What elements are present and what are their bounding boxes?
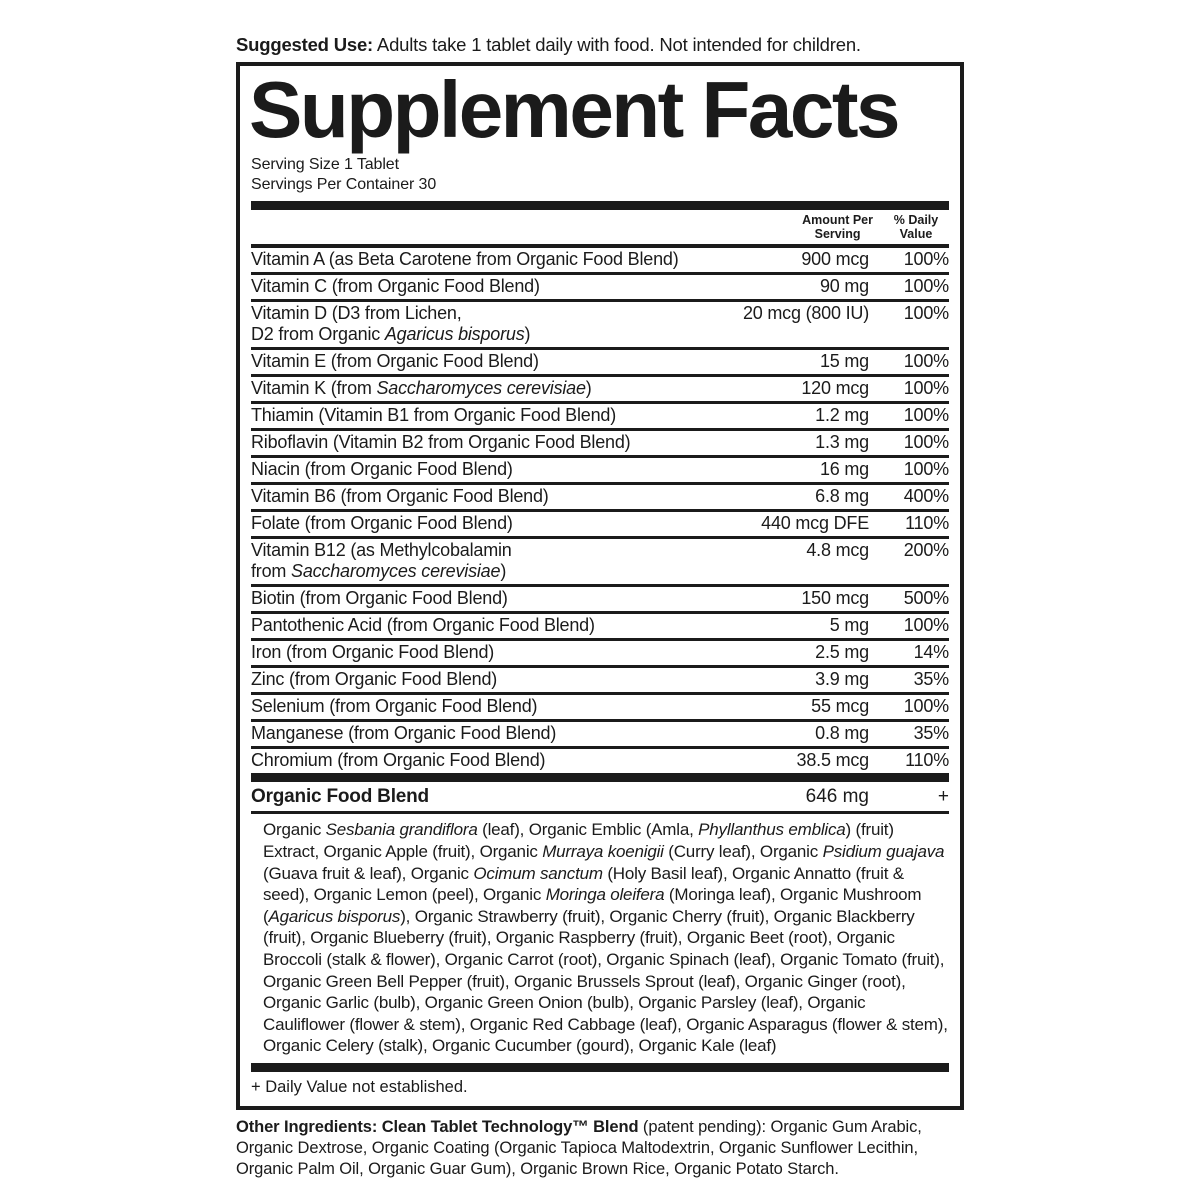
nutrient-name-line xyxy=(251,642,729,663)
nutrient-name xyxy=(251,615,729,636)
daily-value-header xyxy=(883,214,949,241)
panel-title: Supplement Facts xyxy=(249,65,899,154)
suggested-use-text: Adults take 1 tablet daily with food. Not intended for children. xyxy=(373,34,861,55)
text-segment: Biotin (from Organic Food Blend) xyxy=(251,588,508,609)
nutrient-name xyxy=(251,540,729,582)
nutrient-name xyxy=(251,669,729,690)
nutrient-daily-value: 100% xyxy=(903,459,949,480)
table-row xyxy=(251,611,949,638)
text-segment: Thiamin (Vitamin B1 from Organic Food Blend) xyxy=(251,405,617,426)
table-row xyxy=(251,746,949,773)
nutrient-name-line xyxy=(251,561,729,582)
nutrient-daily-value: 100% xyxy=(903,378,949,399)
text-segment: Vitamin K (from xyxy=(251,378,377,399)
nutrient-daily-value: 100% xyxy=(903,276,949,297)
amount-header-line1: Amount Per xyxy=(802,213,873,228)
nutrient-daily-value: 100% xyxy=(903,696,949,717)
nutrient-amount: 38.5 mcg xyxy=(796,750,869,771)
nutrient-daily-value: 500% xyxy=(903,588,949,609)
nutrient-amount: 6.8 mg xyxy=(815,486,869,507)
species-name-italic: Phyllanthus emblica xyxy=(698,820,846,840)
amount-per-serving-header xyxy=(802,214,873,241)
text-segment: ), Organic Strawberry (fruit), Organic Cherry (fruit), Organic Blackberry (fruit), Organic Blueberry (fruit), Organic Raspberry (fruit), Organic Beet (root), Organic Broccoli (stalk & flower), Organic Carrot (root), Organic Spinach (leaf), Organic Tomato (fruit), Organic Green Bell Pepper (fruit), Organic Brussels Sprout (leaf), Organic Ginger (root), Organic Garlic (bulb), Organic Green Onion (bulb), Organic Parsley (leaf), Organic Cauliflower (flower & stem), Organic Red Cabbage (leaf), Organic Asparagus (flower & stem), Organic Celery (stalk), Organic Cucumber (gourd), Organic Kale (leaf) xyxy=(263,906,948,1056)
nutrient-name-line xyxy=(251,351,729,372)
nutrient-name xyxy=(251,249,729,270)
table-row xyxy=(251,248,949,272)
text-segment: Vitamin C (from Organic Food Blend) xyxy=(251,276,540,297)
nutrient-daily-value: 35% xyxy=(913,669,949,690)
nutrient-name-line xyxy=(251,540,729,561)
table-row xyxy=(251,536,949,584)
nutrient-name xyxy=(251,378,729,399)
table-row xyxy=(251,638,949,665)
nutrient-name xyxy=(251,486,729,507)
divider-top-thick xyxy=(251,201,949,210)
nutrient-name-line xyxy=(251,696,729,717)
supplement-label-page xyxy=(236,0,964,1179)
text-segment: Selenium (from Organic Food Blend) xyxy=(251,696,538,717)
species-name-italic: Sesbania grandiflora xyxy=(325,820,478,840)
nutrient-name-line xyxy=(251,723,729,744)
text-segment: Pantothenic Acid (from Organic Food Blend) xyxy=(251,615,595,636)
nutrient-amount: 15 mg xyxy=(819,351,869,372)
nutrient-name-line xyxy=(251,513,729,534)
table-row xyxy=(251,455,949,482)
nutrient-daily-value: 100% xyxy=(903,432,949,453)
table-row xyxy=(251,509,949,536)
nutrient-daily-value: 100% xyxy=(903,405,949,426)
text-segment: ) xyxy=(585,378,592,399)
text-segment: Folate (from Organic Food Blend) xyxy=(251,513,513,534)
nutrient-name xyxy=(251,459,729,480)
text-segment: (Holy Basil leaf), Organic Annatto (fruit & seed), Organic Lemon (peel), Organic xyxy=(263,863,904,905)
suggested-use-label: Suggested Use: xyxy=(236,34,374,55)
text-segment: Organic xyxy=(263,820,326,840)
text-segment: ) xyxy=(524,324,531,345)
text-segment: ) (fruit) Extract, Organic Apple (fruit), Organic xyxy=(263,820,894,861)
text-segment: Vitamin B6 (from Organic Food Blend) xyxy=(251,486,549,507)
text-segment: Vitamin A (as Beta Carotene from Organic Food Blend) xyxy=(251,249,679,270)
divider-blend-top xyxy=(251,773,949,782)
nutrient-daily-value: 35% xyxy=(913,723,949,744)
nutrient-name xyxy=(251,642,729,663)
nutrient-amount: 150 mcg xyxy=(801,588,869,609)
text-segment: (Curry leaf), Organic xyxy=(663,841,823,861)
nutrient-amount: 900 mcg xyxy=(801,249,869,270)
nutrient-amount: 120 mcg xyxy=(801,378,869,399)
table-row xyxy=(251,692,949,719)
nutrient-amount: 3.9 mg xyxy=(815,669,869,690)
nutrient-name-line xyxy=(251,249,729,270)
nutrient-name xyxy=(251,351,729,372)
divider-footnote-top xyxy=(251,1063,949,1072)
text-segment: (Guava fruit & leaf), Organic xyxy=(263,863,474,883)
nutrient-amount: 440 mcg DFE xyxy=(761,513,869,534)
nutrient-amount: 90 mg xyxy=(819,276,869,297)
table-row xyxy=(251,374,949,401)
nutrient-name xyxy=(251,303,729,345)
nutrient-amount: 1.2 mg xyxy=(815,405,869,426)
nutrient-amount: 16 mg xyxy=(819,459,869,480)
nutrient-name-line xyxy=(251,276,729,297)
text-segment: D2 from Organic xyxy=(251,324,385,345)
nutrient-name xyxy=(251,750,729,771)
text-segment: Vitamin B12 (as Methylcobalamin xyxy=(251,540,512,561)
nutrient-name xyxy=(251,723,729,744)
nutrient-name-line xyxy=(251,615,729,636)
text-segment: (Moringa leaf), Organic Mushroom ( xyxy=(263,885,922,926)
nutrient-amount: 20 mcg (800 IU) xyxy=(742,303,869,324)
supplement-facts-panel xyxy=(236,62,964,1110)
nutrient-daily-value: 100% xyxy=(903,615,949,636)
nutrient-daily-value: 100% xyxy=(903,303,949,324)
nutrient-amount: 2.5 mg xyxy=(815,642,869,663)
nutrient-name-line xyxy=(251,432,729,453)
nutrient-name-line xyxy=(251,405,729,426)
table-row xyxy=(251,665,949,692)
nutrient-name xyxy=(251,432,729,453)
species-name-italic: Saccharomyces cerevisiae xyxy=(291,561,501,582)
servings-per-container: Servings Per Container 30 xyxy=(251,175,437,193)
nutrient-name-line xyxy=(251,669,729,690)
nutrient-amount: 1.3 mg xyxy=(815,432,869,453)
text-segment: Iron (from Organic Food Blend) xyxy=(251,642,495,663)
facts-rows xyxy=(251,248,949,773)
other-ingredients xyxy=(236,1117,964,1179)
text-segment: Chromium (from Organic Food Blend) xyxy=(251,750,546,771)
nutrient-name xyxy=(251,513,729,534)
nutrient-name-line xyxy=(251,459,729,480)
text-segment: Zinc (from Organic Food Blend) xyxy=(251,669,498,690)
amount-header-line2: Serving xyxy=(814,226,861,241)
nutrient-amount: 4.8 mcg xyxy=(806,540,869,561)
text-segment: Vitamin D (D3 from Lichen, xyxy=(251,303,462,324)
dv-header-line1: % Daily xyxy=(893,213,939,228)
nutrient-name-line xyxy=(251,324,729,345)
text-segment: Vitamin E (from Organic Food Blend) xyxy=(251,351,539,372)
nutrient-name xyxy=(251,588,729,609)
blend-name: Organic Food Blend xyxy=(251,786,429,808)
table-row xyxy=(251,482,949,509)
nutrient-name-line xyxy=(251,588,729,609)
blend-ingredients xyxy=(263,819,949,1057)
species-name-italic: Murraya koenigii xyxy=(542,841,664,861)
nutrient-name xyxy=(251,696,729,717)
nutrient-daily-value: 200% xyxy=(903,540,949,561)
table-row xyxy=(251,401,949,428)
table-row xyxy=(251,299,949,347)
blend-amount: 646 mg xyxy=(805,786,869,808)
text-segment: ) xyxy=(500,561,507,582)
text-segment: Riboflavin (Vitamin B2 from Organic Food Blend) xyxy=(251,432,631,453)
nutrient-name-line xyxy=(251,486,729,507)
species-name-italic: Psidium guajava xyxy=(822,841,945,861)
dv-header-line2: Value xyxy=(899,226,933,241)
suggested-use xyxy=(236,33,964,56)
table-row xyxy=(251,584,949,611)
other-ingredients-text: (patent pending): Organic Gum Arabic, Organic Dextrose, Organic Coating (Organic Tapioca Maltodextrin, Organic Sunflower Lecithin, Organic Palm Oil, Organic Guar Gum), Organic Brown Rice, Organic Potato Starch. xyxy=(236,1117,922,1178)
blend-row xyxy=(251,782,949,814)
nutrient-daily-value: 100% xyxy=(903,249,949,270)
species-name-italic: Moringa oleifera xyxy=(545,885,665,905)
nutrient-daily-value: 100% xyxy=(903,351,949,372)
nutrient-daily-value: 110% xyxy=(905,513,949,534)
text-segment: (leaf), Organic Emblic (Amla, xyxy=(477,820,699,840)
other-ingredients-label: Other Ingredients: Clean Tablet Technology™ Blend xyxy=(236,1117,639,1136)
table-row xyxy=(251,428,949,455)
nutrient-name-line xyxy=(251,750,729,771)
nutrient-name-line xyxy=(251,378,729,399)
species-name-italic: Agaricus bisporus xyxy=(268,906,401,926)
blend-dv: + xyxy=(937,786,949,808)
text-segment: from xyxy=(251,561,292,582)
column-headers xyxy=(251,210,949,248)
species-name-italic: Saccharomyces cerevisiae xyxy=(376,378,586,399)
text-segment: Niacin (from Organic Food Blend) xyxy=(251,459,513,480)
species-name-italic: Ocimum sanctum xyxy=(473,863,603,883)
nutrient-amount: 0.8 mg xyxy=(815,723,869,744)
table-row xyxy=(251,719,949,746)
nutrient-name-line xyxy=(251,303,729,324)
text-segment: Manganese (from Organic Food Blend) xyxy=(251,723,557,744)
nutrient-name xyxy=(251,276,729,297)
daily-value-footnote: + Daily Value not established. xyxy=(251,1077,468,1096)
nutrient-name xyxy=(251,405,729,426)
nutrient-daily-value: 400% xyxy=(903,486,949,507)
nutrient-amount: 5 mg xyxy=(829,615,869,636)
nutrient-amount: 55 mcg xyxy=(811,696,869,717)
table-row xyxy=(251,272,949,299)
nutrient-daily-value: 110% xyxy=(905,750,949,771)
table-row xyxy=(251,347,949,374)
nutrient-daily-value: 14% xyxy=(913,642,949,663)
serving-size: Serving Size 1 Tablet xyxy=(251,156,399,174)
species-name-italic: Agaricus bisporus xyxy=(384,324,525,345)
